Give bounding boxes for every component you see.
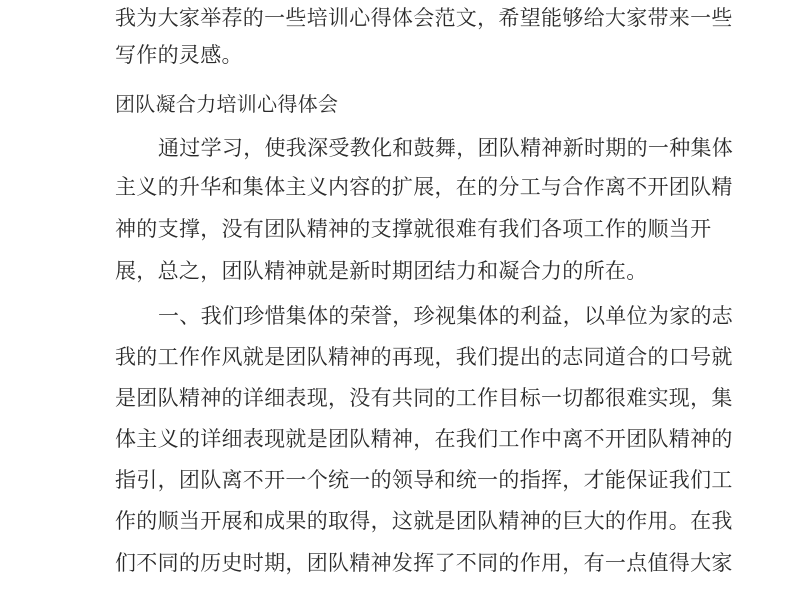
paragraph-2-line-4: 体主义的详细表现就是团队精神，在我们工作中离不开团队精神的 — [115, 427, 733, 451]
paragraph-2-line-6: 作的顺当开展和成果的取得，这就是团队精神的巨大的作用。在我 — [115, 509, 733, 533]
intro-line-1: 我为大家举荐的一些培训心得体会范文，希望能够给大家带来一些 — [115, 6, 733, 30]
paragraph-2-line-1: 一、我们珍惜集体的荣誉，珍视集体的利益，以单位为家的志 — [158, 304, 734, 328]
paragraph-1-line-1: 通过学习，使我深受教化和鼓舞，团队精神新时期的一种集体 — [158, 136, 734, 160]
paragraph-1-line-4: 展，总之，团队精神就是新时期团结力和凝合力的所在。 — [115, 259, 648, 283]
paragraph-2-line-5: 指引，团队离不开一个统一的领导和统一的指挥，才能保证我们工 — [115, 468, 733, 492]
paragraph-1-line-3: 神的支撑，没有团队精神的支撑就很难有我们各项工作的顺当开 — [115, 217, 712, 241]
paragraph-2-line-2: 我的工作作风就是团队精神的再现，我们提出的志同道合的口号就 — [115, 345, 733, 369]
paragraph-2-line-3: 是团队精神的详细表现，没有共同的工作目标一切都很难实现，集 — [115, 386, 733, 410]
section-heading: 团队凝合力培训心得体会 — [115, 92, 339, 116]
intro-line-2: 写作的灵感。 — [115, 43, 243, 67]
paragraph-1-line-2: 主义的升华和集体主义内容的扩展，在的分工与合作离不开团队精 — [115, 175, 733, 199]
paragraph-2-line-7: 们不同的历史时期，团队精神发挥了不同的作用，有一点值得大家 — [115, 551, 733, 575]
